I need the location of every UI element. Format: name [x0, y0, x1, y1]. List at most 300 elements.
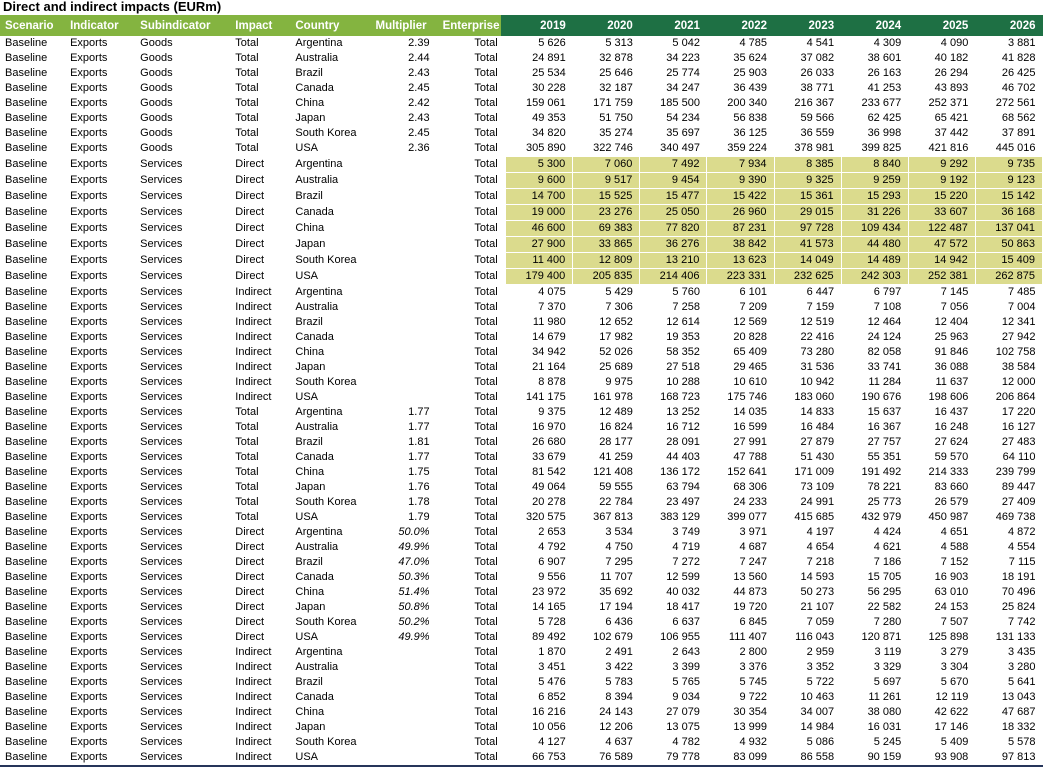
cell-multiplier[interactable]: [370, 735, 437, 750]
cell-value-2025[interactable]: 93 908: [934, 751, 969, 763]
cell-value-2025[interactable]: 214 333: [928, 466, 969, 478]
cell-impact[interactable]: Direct: [235, 631, 265, 643]
cell-scenario[interactable]: Baseline: [5, 511, 48, 523]
cell-scenario[interactable]: Baseline: [5, 158, 48, 170]
cell-value-2026[interactable]: 26 425: [1001, 67, 1036, 79]
cell-enterprise[interactable]: Total: [474, 466, 498, 478]
cell-multiplier[interactable]: [370, 690, 437, 705]
cell-impact[interactable]: Indirect: [235, 285, 272, 298]
cell-value-2024[interactable]: 15 637: [867, 406, 902, 418]
cell-value-2025[interactable]: 421 816: [928, 142, 969, 154]
cell-indicator[interactable]: Exports: [70, 127, 108, 139]
cell-value-2020[interactable]: 17 982: [599, 331, 633, 343]
cell-value-2019[interactable]: 11 980: [532, 316, 566, 328]
cell-value-2023[interactable]: 3 352: [806, 661, 835, 673]
cell-value-2026[interactable]: 12 341: [1001, 316, 1036, 328]
cell-subindicator[interactable]: Services: [140, 541, 183, 553]
cell-value-2023[interactable]: 12 519: [800, 316, 835, 328]
cell-value-2021[interactable]: 4 719: [672, 541, 700, 553]
cell-value-2022[interactable]: 3 376: [739, 661, 768, 673]
cell-value-2020[interactable]: 52 026: [599, 346, 633, 358]
cell-value-2023[interactable]: 50 273: [800, 586, 835, 598]
cell-subindicator[interactable]: Services: [140, 190, 183, 202]
cell-value-2024[interactable]: 56 295: [867, 586, 902, 598]
cell-value-2019[interactable]: 34 820: [532, 127, 566, 139]
cell-scenario[interactable]: Baseline: [5, 721, 48, 733]
cell-scenario[interactable]: Baseline: [5, 646, 48, 658]
cell-multiplier[interactable]: 1.75: [408, 466, 430, 478]
cell-multiplier[interactable]: 1.76: [408, 481, 430, 493]
cell-value-2019[interactable]: 5 626: [538, 37, 566, 49]
cell-value-2021[interactable]: 3 749: [672, 526, 700, 538]
cell-value-2026[interactable]: 41 828: [1001, 52, 1036, 64]
cell-value-2019[interactable]: 30 228: [532, 82, 566, 94]
cell-indicator[interactable]: Exports: [70, 112, 108, 124]
cell-value-2020[interactable]: 367 813: [593, 511, 633, 523]
cell-value-2021[interactable]: 13 210: [640, 253, 707, 269]
cell-country[interactable]: Canada: [295, 571, 334, 583]
cell-value-2025[interactable]: 122 487: [908, 221, 975, 237]
cell-value-2024[interactable]: 5 245: [873, 736, 902, 748]
cell-value-2020[interactable]: 4 637: [605, 736, 633, 748]
cell-value-2019[interactable]: 16 216: [532, 706, 566, 718]
cell-value-2022[interactable]: 13 623: [707, 253, 774, 269]
cell-scenario[interactable]: Baseline: [5, 676, 48, 688]
cell-multiplier[interactable]: [370, 300, 437, 315]
cell-value-2026[interactable]: 206 864: [995, 391, 1036, 403]
cell-value-2024[interactable]: 55 351: [867, 451, 902, 463]
cell-value-2024[interactable]: 109 434: [841, 221, 908, 237]
cell-value-2026[interactable]: 239 799: [995, 466, 1036, 478]
cell-country[interactable]: Australia: [295, 174, 339, 186]
cell-subindicator[interactable]: Goods: [140, 142, 173, 155]
cell-multiplier[interactable]: 49.9%: [398, 631, 430, 643]
cell-value-2024[interactable]: 432 979: [861, 511, 902, 523]
cell-impact[interactable]: Indirect: [235, 316, 272, 328]
cell-value-2025[interactable]: 3 279: [940, 646, 969, 658]
cell-enterprise[interactable]: Total: [474, 451, 498, 463]
cell-value-2020[interactable]: 5 783: [605, 676, 633, 688]
cell-multiplier[interactable]: [370, 750, 437, 766]
cell-subindicator[interactable]: Goods: [140, 37, 173, 49]
cell-indicator[interactable]: Exports: [70, 285, 108, 298]
cell-value-2021[interactable]: 214 406: [640, 269, 707, 285]
cell-value-2021[interactable]: 35 697: [666, 127, 700, 139]
cell-value-2024[interactable]: 41 253: [867, 82, 902, 94]
cell-value-2022[interactable]: 200 340: [727, 97, 768, 109]
cell-subindicator[interactable]: Services: [140, 661, 183, 673]
cell-country[interactable]: Brazil: [295, 556, 323, 568]
cell-scenario[interactable]: Baseline: [5, 254, 48, 266]
cell-value-2019[interactable]: 14 700: [506, 189, 573, 205]
cell-value-2020[interactable]: 12 809: [573, 253, 640, 269]
cell-indicator[interactable]: Exports: [70, 82, 108, 94]
cell-country[interactable]: Brazil: [295, 190, 323, 202]
cell-multiplier[interactable]: 1.79: [408, 511, 430, 523]
cell-country[interactable]: Japan: [295, 361, 326, 373]
cell-value-2025[interactable]: 3 304: [940, 661, 969, 673]
cell-value-2026[interactable]: 27 942: [1001, 331, 1036, 343]
cell-enterprise[interactable]: Total: [474, 601, 498, 613]
cell-country[interactable]: Argentina: [295, 37, 343, 49]
cell-enterprise[interactable]: Total: [474, 82, 498, 94]
cell-value-2020[interactable]: 28 177: [599, 436, 633, 448]
cell-impact[interactable]: Direct: [235, 190, 265, 202]
cell-indicator[interactable]: Exports: [70, 466, 108, 478]
cell-scenario[interactable]: Baseline: [5, 421, 48, 433]
cell-value-2026[interactable]: 469 738: [995, 511, 1036, 523]
cell-value-2022[interactable]: 83 099: [733, 751, 768, 763]
cell-value-2020[interactable]: 12 489: [599, 406, 633, 418]
cell-country[interactable]: South Korea: [295, 376, 357, 388]
cell-country[interactable]: USA: [295, 270, 318, 282]
cell-value-2019[interactable]: 24 891: [532, 52, 566, 64]
cell-indicator[interactable]: Exports: [70, 436, 108, 448]
cell-value-2021[interactable]: 27 518: [666, 361, 700, 373]
cell-value-2023[interactable]: 38 771: [800, 82, 835, 94]
cell-value-2022[interactable]: 4 932: [739, 736, 768, 748]
cell-value-2021[interactable]: 10 288: [666, 376, 700, 388]
cell-value-2019[interactable]: 9 375: [538, 406, 566, 418]
cell-multiplier[interactable]: [370, 315, 437, 330]
cell-value-2026[interactable]: 37 891: [1001, 127, 1036, 139]
cell-country[interactable]: USA: [295, 391, 318, 403]
cell-value-2019[interactable]: 7 370: [538, 301, 566, 313]
cell-multiplier[interactable]: [370, 645, 437, 660]
cell-scenario[interactable]: Baseline: [5, 82, 48, 94]
cell-indicator[interactable]: Exports: [70, 376, 108, 388]
cell-value-2020[interactable]: 69 383: [573, 221, 640, 237]
cell-value-2024[interactable]: 12 464: [867, 316, 902, 328]
cell-value-2019[interactable]: 5 476: [538, 676, 566, 688]
cell-value-2021[interactable]: 16 712: [666, 421, 700, 433]
cell-value-2023[interactable]: 5 086: [806, 736, 835, 748]
cell-impact[interactable]: Total: [235, 421, 259, 433]
cell-impact[interactable]: Direct: [235, 238, 265, 250]
cell-multiplier[interactable]: [370, 720, 437, 735]
cell-subindicator[interactable]: Services: [140, 481, 183, 493]
cell-country[interactable]: USA: [295, 511, 318, 523]
cell-impact[interactable]: Indirect: [235, 301, 272, 313]
cell-value-2023[interactable]: 378 981: [794, 142, 835, 154]
cell-enterprise[interactable]: Total: [474, 406, 498, 418]
cell-impact[interactable]: Direct: [235, 206, 265, 218]
cell-value-2021[interactable]: 3 399: [672, 661, 700, 673]
cell-value-2020[interactable]: 7 295: [605, 556, 633, 568]
cell-multiplier[interactable]: [370, 375, 437, 390]
cell-value-2023[interactable]: 14 593: [800, 571, 835, 583]
cell-enterprise[interactable]: Total: [474, 721, 498, 733]
cell-enterprise[interactable]: Total: [474, 254, 498, 266]
cell-country[interactable]: Argentina: [295, 526, 343, 538]
cell-value-2024[interactable]: 44 480: [841, 237, 908, 253]
cell-enterprise[interactable]: Total: [474, 571, 498, 583]
cell-value-2020[interactable]: 35 274: [599, 127, 633, 139]
cell-value-2020[interactable]: 25 646: [599, 67, 633, 79]
cell-subindicator[interactable]: Services: [140, 391, 183, 403]
cell-multiplier[interactable]: [370, 173, 437, 189]
cell-impact[interactable]: Indirect: [235, 691, 272, 703]
cell-value-2022[interactable]: 56 838: [733, 112, 768, 124]
cell-value-2019[interactable]: 49 353: [532, 112, 566, 124]
cell-multiplier[interactable]: [370, 345, 437, 360]
cell-subindicator[interactable]: Services: [140, 751, 183, 763]
cell-value-2021[interactable]: 58 352: [666, 346, 700, 358]
cell-impact[interactable]: Total: [235, 142, 259, 155]
cell-scenario[interactable]: Baseline: [5, 706, 48, 718]
cell-value-2025[interactable]: 9 192: [908, 173, 975, 189]
cell-scenario[interactable]: Baseline: [5, 206, 48, 218]
cell-subindicator[interactable]: Services: [140, 571, 183, 583]
cell-multiplier[interactable]: 50.0%: [398, 526, 430, 538]
cell-value-2023[interactable]: 73 109: [800, 481, 835, 493]
cell-scenario[interactable]: Baseline: [5, 571, 48, 583]
cell-value-2022[interactable]: 6 101: [739, 286, 768, 298]
cell-value-2024[interactable]: 16 367: [867, 421, 902, 433]
cell-multiplier[interactable]: 2.39: [408, 37, 430, 49]
cell-impact[interactable]: Indirect: [235, 346, 272, 358]
cell-value-2023[interactable]: 14 833: [800, 406, 835, 418]
cell-impact[interactable]: Direct: [235, 586, 265, 598]
cell-multiplier[interactable]: [370, 330, 437, 345]
cell-enterprise[interactable]: Total: [474, 616, 498, 628]
cell-impact[interactable]: Direct: [235, 158, 265, 170]
cell-value-2022[interactable]: 152 641: [727, 466, 768, 478]
cell-value-2022[interactable]: 13 560: [733, 571, 768, 583]
cell-scenario[interactable]: Baseline: [5, 601, 48, 613]
cell-value-2026[interactable]: 18 332: [1001, 721, 1036, 733]
cell-value-2022[interactable]: 7 209: [739, 301, 768, 313]
cell-country[interactable]: Australia: [295, 661, 339, 673]
cell-value-2019[interactable]: 34 942: [532, 346, 566, 358]
cell-value-2025[interactable]: 91 846: [934, 346, 969, 358]
cell-impact[interactable]: Direct: [235, 601, 265, 613]
cell-enterprise[interactable]: Total: [474, 706, 498, 718]
cell-country[interactable]: USA: [295, 631, 318, 643]
cell-value-2021[interactable]: 6 637: [672, 616, 700, 628]
cell-indicator[interactable]: Exports: [70, 190, 108, 202]
cell-value-2026[interactable]: 27 409: [1001, 496, 1036, 508]
cell-subindicator[interactable]: Services: [140, 496, 183, 508]
cell-value-2019[interactable]: 21 164: [532, 361, 566, 373]
cell-value-2025[interactable]: 252 371: [928, 97, 969, 109]
cell-value-2022[interactable]: 20 828: [733, 331, 768, 343]
cell-indicator[interactable]: Exports: [70, 751, 108, 763]
cell-country[interactable]: Argentina: [295, 406, 343, 418]
cell-value-2024[interactable]: 3 119: [874, 646, 902, 658]
cell-country[interactable]: Japan: [295, 481, 326, 493]
cell-enterprise[interactable]: Total: [474, 361, 498, 373]
cell-value-2019[interactable]: 20 278: [532, 496, 566, 508]
cell-value-2023[interactable]: 8 385: [774, 157, 841, 173]
cell-value-2020[interactable]: 205 835: [573, 269, 640, 285]
cell-country[interactable]: Argentina: [295, 158, 343, 170]
cell-value-2019[interactable]: 16 970: [532, 421, 566, 433]
cell-value-2025[interactable]: 43 893: [934, 82, 969, 94]
cell-value-2019[interactable]: 9 556: [538, 571, 566, 583]
cell-value-2024[interactable]: 7 108: [873, 301, 902, 313]
cell-value-2023[interactable]: 183 060: [794, 391, 835, 403]
cell-value-2022[interactable]: 36 125: [733, 127, 768, 139]
cell-subindicator[interactable]: Services: [140, 222, 183, 234]
year-header-2019[interactable]: 2019: [506, 15, 573, 36]
cell-value-2019[interactable]: 2 653: [538, 526, 566, 538]
cell-subindicator[interactable]: Services: [140, 376, 183, 388]
cell-value-2019[interactable]: 11 400: [506, 253, 573, 269]
cell-country[interactable]: Japan: [295, 238, 326, 250]
cell-impact[interactable]: Total: [235, 451, 259, 463]
cell-multiplier[interactable]: [370, 189, 437, 205]
cell-value-2026[interactable]: 97 813: [1001, 751, 1036, 763]
cell-enterprise[interactable]: Total: [474, 206, 498, 218]
cell-value-2022[interactable]: 7 247: [739, 556, 768, 568]
cell-value-2020[interactable]: 24 143: [599, 706, 633, 718]
cell-value-2024[interactable]: 33 741: [867, 361, 902, 373]
cell-scenario[interactable]: Baseline: [5, 631, 48, 643]
cell-value-2023[interactable]: 171 009: [794, 466, 835, 478]
cell-scenario[interactable]: Baseline: [5, 481, 48, 493]
cell-value-2019[interactable]: 4 792: [538, 541, 566, 553]
cell-enterprise[interactable]: Total: [474, 238, 498, 250]
cell-indicator[interactable]: Exports: [70, 421, 108, 433]
cell-value-2025[interactable]: 59 570: [934, 451, 969, 463]
cell-value-2021[interactable]: 5 765: [672, 676, 700, 688]
cell-impact[interactable]: Total: [235, 436, 259, 448]
cell-multiplier[interactable]: 50.8%: [398, 601, 430, 613]
cell-country[interactable]: China: [295, 97, 325, 109]
cell-impact[interactable]: Total: [235, 406, 259, 418]
cell-impact[interactable]: Direct: [235, 616, 265, 628]
cell-impact[interactable]: Direct: [235, 526, 265, 538]
cell-value-2021[interactable]: 2 643: [672, 646, 700, 658]
cell-value-2025[interactable]: 12 404: [934, 316, 969, 328]
cell-enterprise[interactable]: Total: [474, 646, 498, 658]
cell-value-2020[interactable]: 5 429: [605, 286, 633, 298]
cell-value-2026[interactable]: 70 496: [1001, 586, 1036, 598]
cell-value-2020[interactable]: 11 707: [600, 571, 633, 583]
cell-value-2024[interactable]: 38 080: [867, 706, 902, 718]
cell-value-2025[interactable]: 4 090: [940, 37, 969, 49]
cell-value-2025[interactable]: 7 056: [940, 301, 969, 313]
cell-indicator[interactable]: Exports: [70, 331, 108, 343]
cell-indicator[interactable]: Exports: [70, 346, 108, 358]
year-header-2025[interactable]: 2025: [908, 15, 975, 36]
cell-multiplier[interactable]: 51.4%: [398, 586, 430, 598]
cell-country[interactable]: Canada: [295, 691, 334, 703]
cell-value-2024[interactable]: 11 284: [868, 376, 902, 388]
cell-value-2020[interactable]: 35 692: [599, 586, 633, 598]
cell-value-2019[interactable]: 5 728: [538, 616, 566, 628]
cell-value-2022[interactable]: 27 991: [733, 436, 768, 448]
cell-enterprise[interactable]: Total: [474, 751, 498, 763]
cell-multiplier[interactable]: [370, 390, 437, 405]
cell-country[interactable]: South Korea: [295, 736, 357, 748]
cell-value-2024[interactable]: 6 797: [873, 286, 902, 298]
cell-value-2019[interactable]: 6 907: [538, 556, 566, 568]
cell-subindicator[interactable]: Services: [140, 270, 183, 282]
cell-multiplier[interactable]: 2.36: [408, 142, 430, 155]
cell-value-2025[interactable]: 16 248: [934, 421, 969, 433]
cell-value-2024[interactable]: 25 773: [867, 496, 902, 508]
cell-country[interactable]: Australia: [295, 421, 339, 433]
cell-subindicator[interactable]: Services: [140, 254, 183, 266]
cell-enterprise[interactable]: Total: [474, 496, 498, 508]
cell-country[interactable]: China: [295, 586, 325, 598]
cell-value-2025[interactable]: 7 152: [940, 556, 969, 568]
cell-enterprise[interactable]: Total: [474, 691, 498, 703]
cell-indicator[interactable]: Exports: [70, 556, 108, 568]
cell-value-2023[interactable]: 27 879: [800, 436, 835, 448]
column-header-subindicator[interactable]: Subindicator: [135, 15, 230, 36]
cell-impact[interactable]: Total: [235, 481, 259, 493]
cell-multiplier[interactable]: [370, 221, 437, 237]
cell-indicator[interactable]: Exports: [70, 631, 108, 643]
cell-value-2024[interactable]: 90 159: [867, 751, 902, 763]
cell-value-2021[interactable]: 5 760: [672, 286, 700, 298]
cell-value-2020[interactable]: 12 652: [599, 316, 633, 328]
cell-indicator[interactable]: Exports: [70, 316, 108, 328]
cell-value-2023[interactable]: 26 033: [800, 67, 835, 79]
cell-country[interactable]: Australia: [295, 52, 339, 64]
cell-value-2024[interactable]: 4 424: [873, 526, 902, 538]
cell-multiplier[interactable]: [370, 157, 437, 173]
cell-scenario[interactable]: Baseline: [5, 751, 48, 763]
cell-value-2026[interactable]: 4 872: [1007, 526, 1036, 538]
cell-value-2020[interactable]: 9 975: [605, 376, 633, 388]
cell-multiplier[interactable]: 1.77: [408, 451, 430, 463]
cell-value-2019[interactable]: 6 852: [538, 691, 566, 703]
cell-value-2025[interactable]: 5 670: [940, 676, 969, 688]
cell-impact[interactable]: Direct: [235, 571, 265, 583]
cell-value-2026[interactable]: 445 016: [995, 142, 1036, 154]
cell-value-2022[interactable]: 359 224: [727, 142, 768, 154]
cell-subindicator[interactable]: Services: [140, 616, 183, 628]
cell-enterprise[interactable]: Total: [474, 346, 498, 358]
cell-multiplier[interactable]: 47.0%: [398, 556, 430, 568]
cell-subindicator[interactable]: Services: [140, 736, 183, 748]
cell-impact[interactable]: Total: [235, 127, 259, 139]
cell-value-2020[interactable]: 171 759: [593, 97, 633, 109]
cell-value-2023[interactable]: 97 728: [774, 221, 841, 237]
cell-subindicator[interactable]: Goods: [140, 52, 173, 64]
cell-value-2019[interactable]: 46 600: [506, 221, 573, 237]
cell-value-2021[interactable]: 34 223: [666, 52, 700, 64]
cell-subindicator[interactable]: Services: [140, 361, 183, 373]
cell-impact[interactable]: Total: [235, 112, 259, 124]
cell-multiplier[interactable]: 2.43: [408, 67, 430, 79]
cell-value-2025[interactable]: 40 182: [934, 52, 969, 64]
cell-subindicator[interactable]: Services: [140, 556, 183, 568]
cell-subindicator[interactable]: Services: [140, 676, 183, 688]
cell-enterprise[interactable]: Total: [474, 142, 498, 155]
cell-value-2020[interactable]: 23 276: [573, 205, 640, 221]
cell-value-2026[interactable]: 12 000: [1001, 376, 1036, 388]
cell-impact[interactable]: Direct: [235, 222, 265, 234]
cell-value-2021[interactable]: 19 353: [666, 331, 700, 343]
cell-value-2022[interactable]: 2 800: [739, 646, 768, 658]
cell-country[interactable]: USA: [295, 751, 318, 763]
cell-multiplier[interactable]: 2.45: [408, 82, 430, 94]
cell-impact[interactable]: Indirect: [235, 721, 272, 733]
cell-impact[interactable]: Indirect: [235, 706, 272, 718]
year-header-2020[interactable]: 2020: [573, 15, 640, 36]
cell-value-2022[interactable]: 3 971: [739, 526, 768, 538]
cell-multiplier[interactable]: 2.43: [408, 112, 430, 124]
cell-value-2021[interactable]: 54 234: [666, 112, 700, 124]
cell-value-2025[interactable]: 24 153: [934, 601, 969, 613]
cell-multiplier[interactable]: 50.3%: [398, 571, 430, 583]
cell-enterprise[interactable]: Total: [474, 285, 498, 298]
